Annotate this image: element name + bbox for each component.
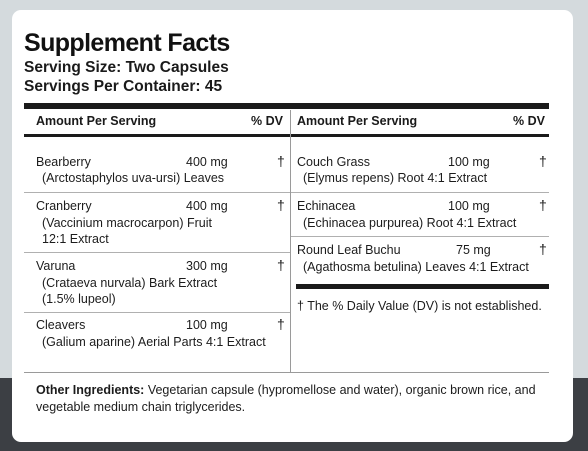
ingredient-description: 12:1 Extract [42, 232, 109, 246]
row-divider [291, 192, 549, 193]
top-thick-rule [24, 103, 549, 109]
ingredient-amount: 75 mg [456, 243, 491, 257]
serving-size: Serving Size: Two Capsules [24, 59, 229, 76]
left-dv-header: % DV [251, 114, 283, 128]
ingredient-name: Echinacea [297, 199, 356, 213]
dv-dagger: † [539, 153, 547, 169]
ingredient-description: (Crataeva nurvala) Bark Extract [42, 276, 218, 290]
ingredient-description: (Arctostaphylos uva-ursi) Leaves [42, 171, 225, 185]
dv-footnote: † The % Daily Value (DV) is not established. [297, 299, 542, 313]
ingredient-name: Bearberry [36, 155, 91, 169]
right-bottom-thick-rule [296, 284, 549, 289]
left-amount-header: Amount Per Serving [36, 114, 157, 128]
dv-dagger: † [277, 316, 285, 332]
dv-dagger: † [277, 197, 285, 213]
ingredient-amount: 400 mg [186, 199, 228, 213]
left-header-rule [24, 134, 290, 137]
ingredient-description: (Agathosma betulina) Leaves 4:1 Extract [303, 260, 529, 274]
right-dv-header: % DV [513, 114, 545, 128]
ingredient-amount: 100 mg [448, 199, 490, 213]
ingredient-description: (Vaccinium macrocarpon) Fruit [42, 216, 212, 230]
ingredient-amount: 300 mg [186, 259, 228, 273]
bottom-rule [24, 372, 549, 373]
row-divider [291, 236, 549, 237]
ingredient-name: Couch Grass [297, 155, 370, 169]
ingredient-description: (1.5% lupeol) [42, 292, 116, 306]
dv-dagger: † [277, 257, 285, 273]
ingredient-description: (Galium aparine) Aerial Parts 4:1 Extract [42, 335, 266, 349]
dv-dagger: † [539, 197, 547, 213]
dv-dagger: † [277, 153, 285, 169]
ingredient-name: Varuna [36, 259, 76, 273]
other-ingredients-label: Other Ingredients: [36, 383, 145, 397]
ingredient-description: (Elymus repens) Root 4:1 Extract [303, 171, 488, 185]
ingredient-description: (Echinacea purpurea) Root 4:1 Extract [303, 216, 517, 230]
label-title: Supplement Facts [24, 29, 230, 57]
row-divider [24, 192, 290, 193]
right-header-rule [291, 134, 549, 137]
ingredient-amount: 100 mg [448, 155, 490, 169]
ingredient-name: Cranberry [36, 199, 92, 213]
row-divider [24, 252, 290, 253]
right-amount-header: Amount Per Serving [297, 114, 418, 128]
servings-per-container: Servings Per Container: 45 [24, 78, 223, 95]
dv-dagger: † [539, 241, 547, 257]
ingredient-name: Round Leaf Buchu [297, 243, 401, 257]
ingredient-amount: 100 mg [186, 318, 228, 332]
row-divider [24, 312, 290, 313]
other-ingredients [36, 382, 546, 416]
other-ingredients-text: Vegetarian capsule (hypromellose and water), organic brown rice, and vegetable medium chain triglycerides. [36, 383, 536, 414]
ingredient-amount: 400 mg [186, 155, 228, 169]
ingredient-name: Cleavers [36, 318, 86, 332]
column-divider [290, 110, 291, 372]
